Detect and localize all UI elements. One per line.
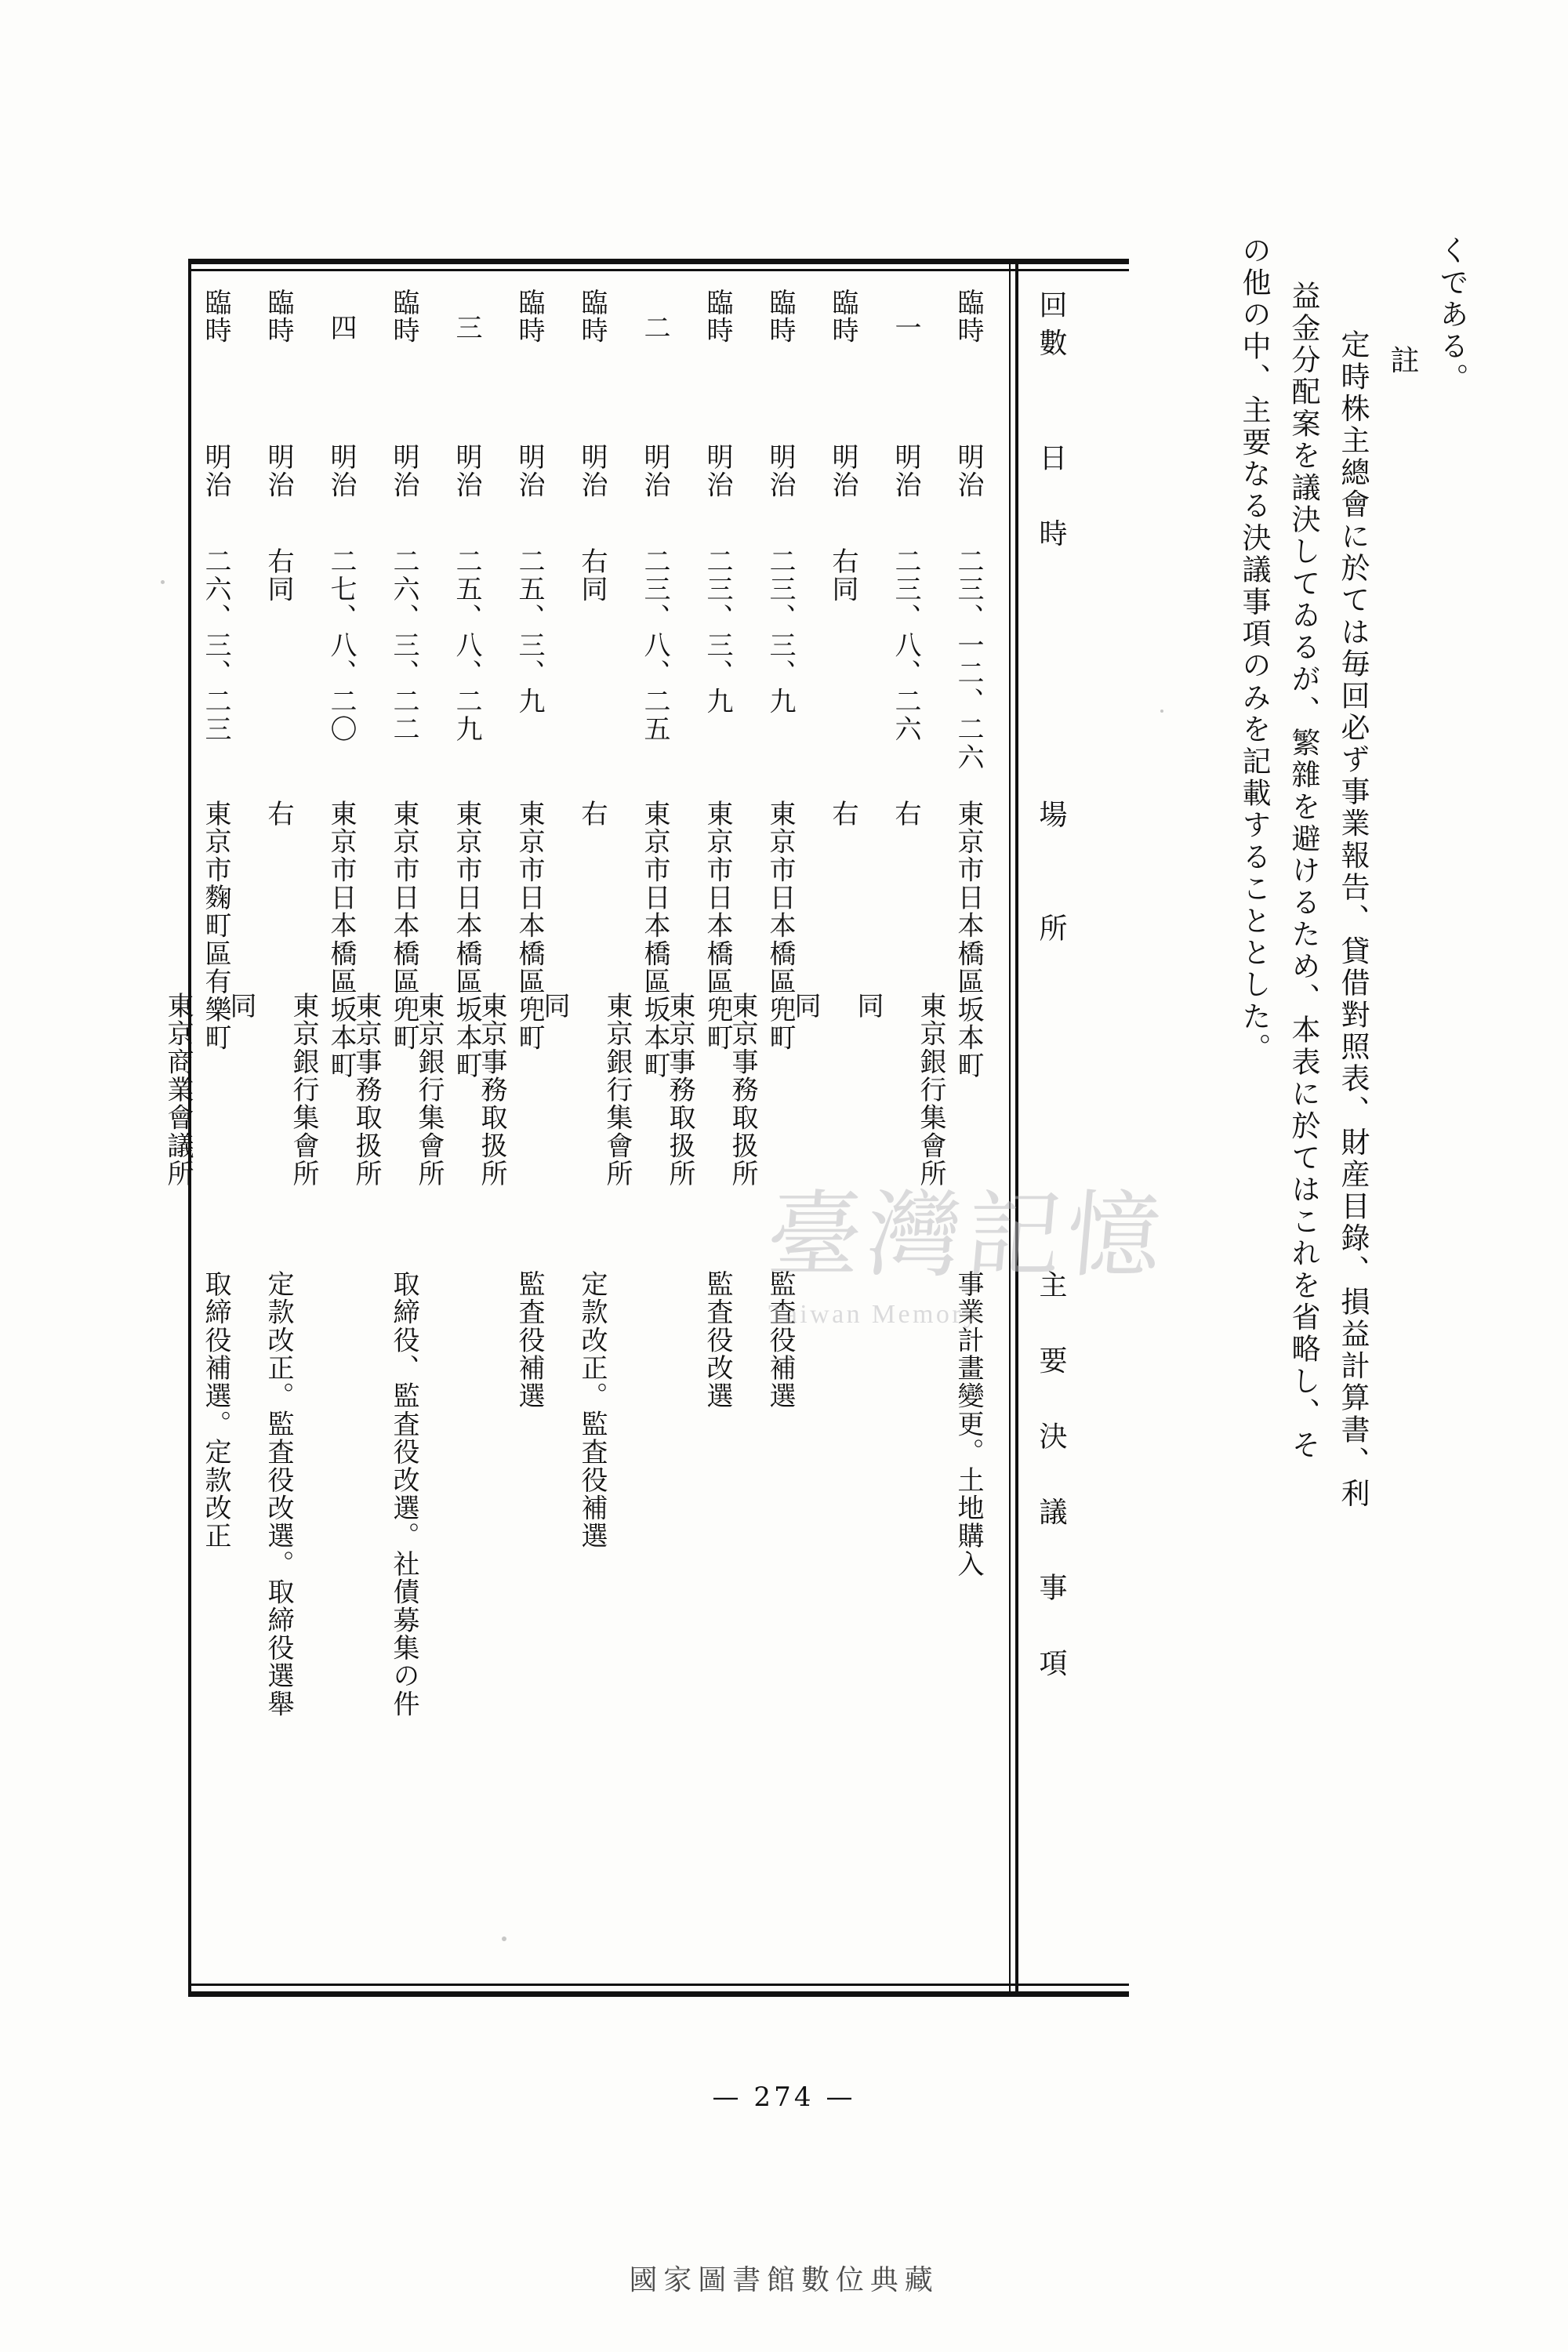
row-7-era: 明治 [576,443,608,499]
row-12-era: 明治 [263,443,294,499]
row-2-count: 一 [890,314,921,342]
row-7-place1: 右 [576,800,608,828]
page-number: — 274 — [712,2082,856,2113]
row-4-resolution: 監査役補選 [764,1270,796,1410]
row-5-place1: 東京市日本橋區兜町 [702,800,733,1052]
row-3-place1: 右 [827,800,858,828]
row-13-count: 臨時 [200,289,231,345]
row-1-resolution: 事業計畫變更。土地購入 [953,1270,984,1578]
table-bottom-rule [188,1991,1129,1997]
row-10-place1: 東京市日本橋區兜町 [388,800,419,1052]
minutes-table [162,259,1129,2007]
row-5-resolution: 監査役改選 [702,1270,733,1410]
row-6-date: 二三、八、二五 [639,547,670,743]
row-4-place1: 東京市日本橋區兜町 [764,800,796,1052]
scan-speck [1160,710,1163,713]
row-9-place1: 東京市日本橋區坂本町 [451,800,482,1080]
row-8-resolution: 監査役補選 [514,1270,545,1410]
note-label: 註 [1385,345,1419,377]
row-12-count: 臨時 [263,289,294,345]
table-header-divider [1015,259,1018,1997]
table-top-rule [188,259,1129,264]
row-9-count: 三 [451,314,482,342]
scan-speck [161,580,165,584]
row-2-place1: 右 [890,800,921,828]
row-8-era: 明治 [514,443,545,499]
prose-line-1: 定時株主總會に於ては毎回必ず事業報告、貸借對照表、財産目錄、損益計算書、利 [1336,329,1370,1510]
row-4-count: 臨時 [764,289,796,345]
row-2-date: 二三、八、二六 [890,547,921,743]
table-header-place: 場 所 [1035,800,1067,951]
row-4-date: 二三、三、九 [764,547,796,716]
row-12-resolution: 定款改正。監査役改選。取締役選舉 [263,1270,294,1719]
row-13-era: 明治 [200,443,231,499]
row-3-date: 右同 [827,547,858,604]
row-12-place1: 右 [263,800,294,828]
row-8-count: 臨時 [514,289,545,345]
row-6-place1: 東京市日本橋區坂本町 [639,800,670,1080]
digital-archive-stamp: 國家圖書館數位典藏 [629,2264,939,2296]
row-7-count: 臨時 [576,289,608,345]
row-1-date: 二三、一二、二六 [953,547,984,771]
row-8-date: 二五、三、九 [514,547,545,716]
row-13-date: 二六、三、二三 [200,547,231,743]
prose-line-top: くである。 [1435,235,1468,395]
row-7-date: 右同 [576,547,608,604]
row-1-place2: 東京銀行集會所 [915,992,946,1188]
row-12-date: 右同 [263,547,294,604]
row-8-place2: 東京事務取扱所 [476,992,507,1188]
row-12-place2: 同 [225,992,256,1020]
row-13-resolution: 取締役補選。定款改正 [200,1270,231,1550]
row-6-era: 明治 [639,443,670,499]
row-5-era: 明治 [702,443,733,499]
row-3-place2: 同 [789,992,821,1020]
row-4-era: 明治 [764,443,796,499]
row-3-count: 臨時 [827,289,858,345]
prose-line-2: 益金分配案を議決してゐるが、繁雜を避けるため、本表に於てはこれを省略し、そ [1287,281,1320,1461]
scan-speck [502,1936,506,1941]
row-10-resolution: 取締役、監査役改選。社債募集の件 [388,1270,419,1719]
row-13-place2: 東京商業會議所 [162,992,194,1188]
row-8-place1: 東京市日本橋區兜町 [514,800,545,1052]
row-1-count: 臨時 [953,289,984,345]
watermark-sub-text: Taiwan Memory [768,1300,980,1329]
prose-line-3: の他の中、主要なる決議事項のみを記載することとした。 [1237,235,1271,1065]
row-11-era: 明治 [325,443,357,499]
row-2-place2: 同 [852,992,884,1020]
row-1-era: 明治 [953,443,984,499]
row-7-resolution: 定款改正。監査役補選 [576,1270,608,1550]
row-9-date: 二五、八、二九 [451,547,482,743]
table-bottom-rule-2 [188,1984,1129,1986]
row-5-count: 臨時 [702,289,733,345]
row-11-place2: 東京銀行集會所 [288,992,319,1188]
row-4-place2: 東京事務取扱所 [727,992,758,1188]
table-header-count: 回數 [1035,290,1067,366]
row-10-count: 臨時 [388,289,419,345]
row-10-date: 二六、三、二二 [388,547,419,743]
prose-block [1219,235,1466,2117]
row-1-place1: 東京市日本橋區坂本町 [953,800,984,1080]
row-5-date: 二三、三、九 [702,547,733,716]
row-3-era: 明治 [827,443,858,499]
row-7-place2: 同 [539,992,570,1020]
row-9-era: 明治 [451,443,482,499]
table-top-rule-2 [188,269,1129,271]
row-11-count: 四 [325,314,357,342]
row-10-place2: 東京事務取扱所 [350,992,382,1188]
row-5-place2: 東京事務取扱所 [664,992,695,1188]
table-header-divider-2 [1009,259,1011,1997]
row-9-place2: 東京銀行集會所 [413,992,445,1188]
row-2-era: 明治 [890,443,921,499]
row-6-count: 二 [639,314,670,342]
table-header-resolutions: 主 要 決 議 事 項 [1035,1270,1067,1686]
row-11-date: 二七、八、二〇 [325,547,357,743]
row-11-place1: 東京市日本橋區坂本町 [325,800,357,1080]
table-header-datetime: 日 時 [1035,443,1067,557]
row-6-place2: 東京銀行集會所 [601,992,633,1188]
row-13-place1: 東京市麴町區有樂町 [200,800,231,1052]
watermark-main-text: 臺灣記憶 [763,1181,1171,1290]
row-10-era: 明治 [388,443,419,499]
